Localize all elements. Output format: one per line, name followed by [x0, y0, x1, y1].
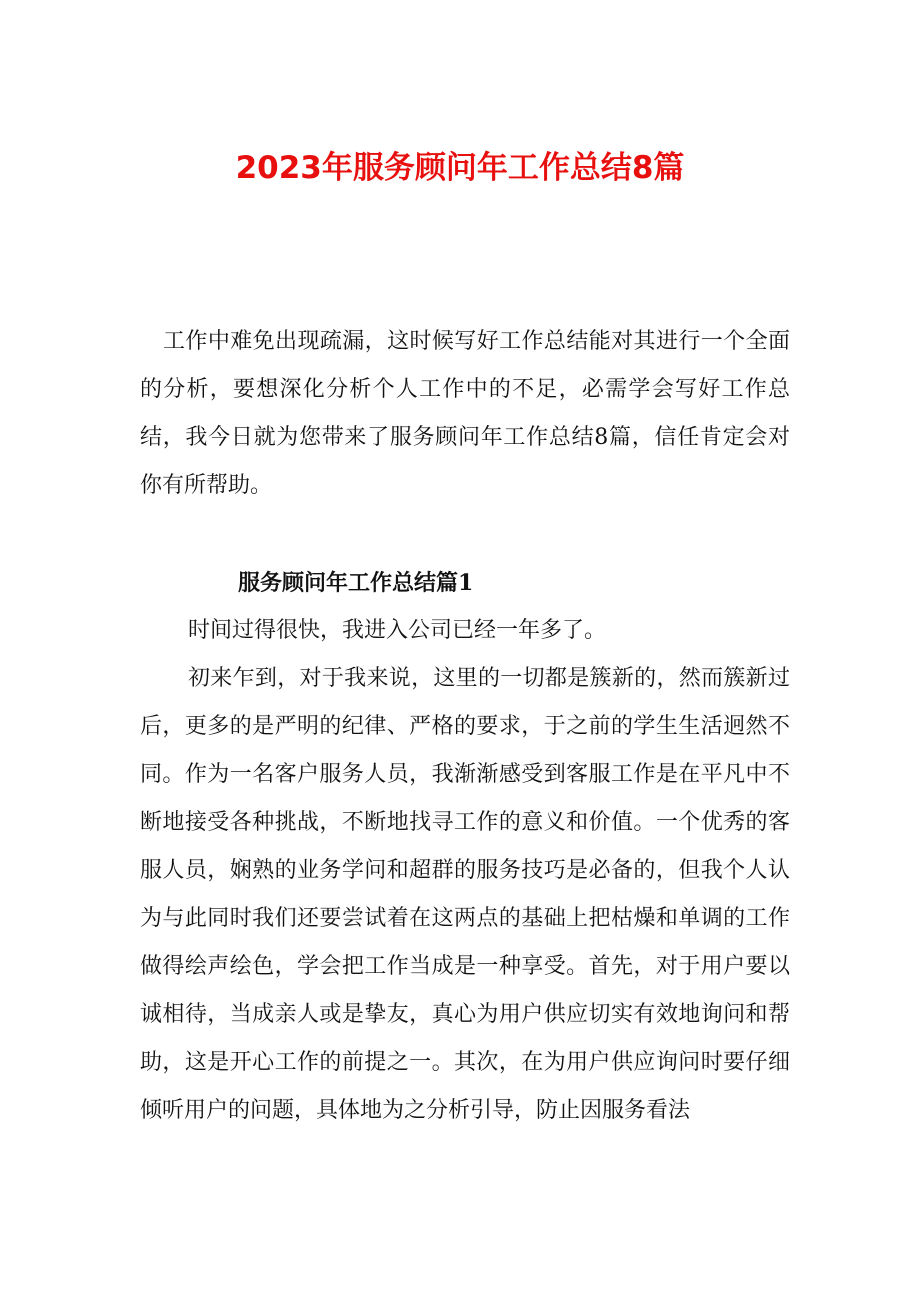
- body-paragraph-2: 初来乍到，对于我来说，这里的一切都是簇新的，然而簇新过后，更多的是严明的纪律、严格的要求，于之前的学生生活迥然不同。作为一名客户服务人员，我渐渐感受到客服工作是在平凡中不断地接受各种挑战，不断地找寻工作的意义和价值。一个优秀的客服人员，娴熟的业务学问和超群的服务技巧是必备的，但我个人认为与此同时我们还要尝试着在这两点的基础上把枯燥和单调的工作做得绘声绘色，学会把工作当成是一种享受。首先，对于用户要以诚相待，当成亲人或是挚友，真心为用户供应切实有效地询问和帮助，这是开心工作的前提之一。其次，在为用户供应询问时要仔细倾听用户的问题，具体地为之分析引导，防止因服务看法: [140, 666, 790, 1123]
- section-heading: 服务顾问年工作总结篇1: [238, 570, 474, 596]
- document-title: 2023年服务顾问年工作总结8篇: [235, 150, 685, 186]
- body-paragraph-1: 时间过得很快，我进入公司已经一年多了。: [188, 618, 607, 643]
- intro-paragraph: 工作中难免出现疏漏，这时候写好工作总结能对其进行一个全面的分析，要想深化分析个人工作中的不足，必需学会写好工作总结，我今日就为您带来了服务顾问年工作总结8篇，信任肯定会对你有所帮助。: [140, 329, 790, 498]
